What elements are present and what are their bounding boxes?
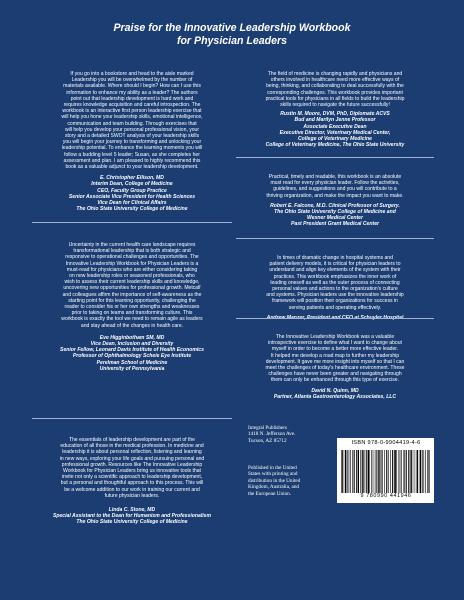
testimonial-text (236, 71, 434, 108)
text-line: patient delivery models, it is critical for physician leaders to (269, 261, 401, 268)
text-line: communication and team building. Through exercises that (67, 120, 197, 127)
text-line: 1418 N. Jefferson Ave. (248, 431, 296, 438)
text-line: Professor of Ophthalmology Scheie Eye Institute (72, 353, 192, 360)
text-line: and colleagues affirm the importance of self-awareness as the (62, 291, 202, 298)
barcode-bar (362, 450, 363, 493)
text-line: guidelines, and suggestions and you will contribute to a (273, 186, 397, 193)
text-line: Senior Fellow, Leonard Davis Institute of Health Economics (60, 347, 204, 354)
text-line: If you go into a bookstore and head to the aisle marked (70, 71, 194, 77)
barcode-bar (360, 450, 361, 493)
text-line: assessment and plan. I am pleased to highly recommend this (63, 157, 201, 164)
text-line: book as a valuable adjunct to your leadership development. (65, 164, 199, 171)
barcode-bar (411, 450, 412, 493)
barcode-bar (373, 450, 374, 493)
text-line: must read for every physician leader. Follow the activities, (270, 180, 400, 187)
publisher-address (248, 425, 310, 444)
text-line: Associate Executive Dean (303, 123, 367, 130)
text-line: Eve Higginbotham SM, MD (99, 334, 165, 341)
text-line: Partner, Atlanta Gastroenterology Associates, LLC (273, 393, 397, 400)
testimonial-text (236, 334, 434, 384)
text-line: distribution in the United (248, 477, 301, 484)
barcode-bar (366, 450, 367, 493)
text-line: Vice Dean, Inclusion and Diversity (90, 341, 174, 348)
text-line: Past President Grant Medical Center (290, 221, 380, 228)
text-line: The Ohio State University College of Medicine and (274, 209, 396, 216)
testimonial-falcone (236, 174, 434, 228)
barcode-bar (386, 450, 387, 493)
text-line: prior to taking on teams and transforming culture. This (71, 310, 193, 317)
divider (32, 418, 232, 419)
text-line: but a personal and thoughtful approach to this process. This will (60, 480, 204, 487)
barcode-bar (352, 450, 353, 493)
text-line: Uncertainty in the current health care landscape requires (68, 242, 196, 248)
barcode-bar (382, 450, 383, 493)
text-line: Senior Associate Vice President for Health Sciences (68, 193, 196, 200)
testimonial-quinn (236, 334, 434, 400)
isbn-label: ISBN 978-0-9904419-4-6 (351, 440, 421, 446)
testimonial-stone (32, 437, 232, 526)
text-line: leading oneself as well as the outer process of connecting (270, 279, 400, 286)
testimonial-signature (32, 507, 232, 526)
testimonial-signature (236, 111, 434, 148)
text-line: The essentials of leadership development are part of the (69, 437, 195, 443)
barcode-bar (408, 450, 409, 493)
text-line: The Innovative Leadership Workbook was a valuable (275, 334, 395, 340)
text-line: invite not only a scientific approach to leadership development, (61, 474, 203, 481)
text-line: Rustin M. Moore, DVM, PhD, Diplomate ACVS (280, 111, 390, 118)
barcode-bar (363, 450, 364, 493)
testimonial-signature (236, 388, 434, 400)
testimonial-ellison (32, 71, 232, 212)
text-line: personal values and actions to the organization's culture (272, 286, 398, 293)
text-line: on new leadership roles or seasoned professionals, who (69, 273, 195, 280)
text-line: E. Christopher Ellison, MD (100, 175, 164, 182)
barcode-icon (341, 450, 430, 493)
barcode-bar (384, 450, 385, 493)
text-line: Practical, timely and readable, this workbook is an absolute (268, 174, 402, 180)
text-line: responsive to operational challenges and opportunities. The (65, 254, 199, 261)
text-line: practices. This workbook emphasizes the inner work of (273, 273, 397, 280)
barcode-bar (368, 450, 370, 493)
barcode-bar (349, 450, 350, 493)
barcode-bar (414, 450, 415, 493)
text-line: will help you hone your leadership skills, emotional intelligence, (61, 114, 203, 121)
text-line: practical tools for physicians in all fields to build the leadership (265, 95, 405, 102)
text-line: Tucson, AZ 85712 (248, 437, 287, 444)
barcode-bar (354, 450, 355, 493)
text-line: workbook is exactly the tool we need to remain agile as leaders (61, 316, 203, 323)
text-line: framework will position their organizations for success in (272, 298, 398, 305)
text-line: Bud and Marilyn Jenne Professor (294, 117, 376, 124)
text-line: leadership potential. To enhance the learning moments you will (61, 145, 203, 152)
text-line: States with printing and (248, 471, 298, 478)
text-line: uncovering new opportunities for professional growth. Metcalf (63, 285, 201, 292)
testimonial-signature (32, 335, 232, 372)
text-line: and systems. Physician leaders use the innovative leadership (266, 292, 404, 299)
text-line: workbook is an interactive first person leadership exercise that (62, 108, 202, 115)
text-line: myself in order to become a better more effective leader. (271, 346, 399, 353)
testimonial-text (32, 71, 232, 170)
text-line: will help you develop your personal professional vision, your (64, 126, 200, 133)
barcode-bar (392, 450, 393, 493)
barcode-bar (404, 450, 405, 493)
testimonial-text (32, 437, 232, 499)
barcode-bar (410, 450, 411, 493)
testimonial-text (236, 255, 434, 311)
barcode-bar (379, 450, 380, 493)
text-line: introspective exercise to define what I want to change about (268, 340, 402, 347)
barcode-bar (420, 450, 422, 493)
barcode-bar (371, 450, 372, 493)
text-line: David N. Quinn, MD (311, 387, 359, 394)
text-line: starting point for this learning opportunity, challenging the (68, 297, 196, 304)
divider (236, 238, 434, 239)
text-line: In times of dramatic change in hospital systems and (277, 255, 393, 261)
text-line: transformational leadership that is both strategic and (73, 248, 191, 255)
barcode-bar (390, 450, 391, 493)
barcode-bar (417, 450, 418, 493)
barcode-bar (350, 450, 351, 493)
text-line: Linda C. Stone, MD (108, 507, 156, 514)
barcode-bar (358, 450, 359, 493)
barcode-bar (388, 450, 389, 493)
barcode-bar (376, 450, 377, 493)
text-line: The Ohio State University College of Medicine (76, 206, 188, 213)
text-line: Vice Dean for Clinical Affairs (97, 200, 167, 207)
text-line: Leadership you will be overwhelmed by the number of (71, 77, 193, 84)
text-line: Special Assistant to the Dean for Humanism and Professionalism (52, 513, 212, 520)
text-line: Executive Director, Veterinary Medical Center, (279, 129, 391, 136)
title-line-1: Praise for the Innovative Leadership Workbook (113, 22, 351, 34)
testimonial-signature (236, 203, 434, 228)
text-line: materials available. Where should I begin? How can I use this (63, 83, 201, 90)
text-line: story and a detailed SWOT analysis of your leadership skills (65, 133, 199, 140)
text-line: Workbook for Physician Leaders bring us innovative tools that (63, 468, 201, 475)
text-line: reader to consider his or her own strengths and weaknesses (64, 304, 200, 311)
text-line: challenges have never been greater and navigating through (268, 371, 402, 378)
testimonial-moore (236, 71, 434, 148)
text-line: wish to assess their current leadership skills and knowledge, (64, 279, 200, 286)
text-line: Innovative Leadership Workbook for Physician Leaders is a (65, 260, 199, 267)
divider (236, 157, 434, 158)
text-line: in new ways, exploring your life goals and pursuing personal and (59, 455, 205, 462)
text-line: information to enhance my ability as a leader? The authors (66, 89, 198, 96)
testimonial-signature (32, 175, 232, 212)
divider (32, 222, 232, 223)
text-line: others involved in healthcare need more effective ways of (270, 77, 400, 84)
text-line: College of Veterinary Medicine, The Ohio State University (265, 142, 405, 149)
text-line: Wexner Medical Center (307, 215, 363, 222)
text-line: the European Union. (248, 490, 292, 497)
testimonial-higginbotham (32, 242, 232, 372)
text-line: The field of medicine is changing rapidly and physicians and (267, 71, 403, 77)
divider (236, 318, 434, 319)
barcode-bar (422, 450, 423, 493)
barcode-bar (399, 450, 400, 493)
text-line: Andrew Manzer, President and CEO at Schuyler Hospital (266, 314, 404, 321)
barcode-bar (378, 450, 379, 493)
text-line: College of Veterinary Medicine (298, 136, 372, 143)
barcode-bar (425, 450, 426, 493)
text-line: meet the challenges of today's healthcare environment. These (265, 365, 405, 372)
text-line: Interim Dean, College of Medicine (91, 181, 173, 188)
barcode-bar (427, 450, 428, 493)
text-line: development. It gave me more insight into myself so that I can (265, 358, 405, 365)
text-line: and stay ahead of the changes in health care. (80, 322, 184, 329)
barcode-bar (345, 450, 347, 493)
text-line: education of all those in the medical profession. In medicine and (60, 443, 204, 450)
text-line: Robert E. Falcone, M.D. Clinical Professor of Surgery. (270, 202, 400, 209)
barcode-bar (424, 450, 425, 493)
barcode-bar (428, 450, 429, 493)
isbn-barcode (337, 438, 434, 503)
barcode-bar (400, 450, 401, 493)
barcode-bar (375, 450, 376, 493)
text-line: follow a budding level 5 leader; Susan, as she completes her (64, 151, 200, 158)
text-line: be a welcome addition to our work in training our current and (64, 486, 200, 493)
text-line: point out that leadership development is hard work and (70, 95, 194, 102)
barcode-bar (342, 450, 343, 493)
text-line: Published in the United (248, 465, 297, 471)
text-line: University of Pennsylvania (99, 365, 165, 372)
text-line: future physician leaders. (104, 492, 160, 499)
text-line: Integral Publishers (248, 425, 288, 431)
barcode-bar (406, 450, 407, 493)
text-line: thriving organization, and make the impact you want to make. (266, 192, 404, 199)
text-line: you will begin your journey to transforming and unlocking your (62, 139, 202, 146)
text-line: professional growth. Resources like The Innovative Leadership (61, 461, 203, 468)
text-line: must-read for physicians who are either considering taking (66, 266, 198, 273)
text-line: Perelman School of Medicine (96, 359, 168, 366)
barcode-bar (396, 450, 397, 493)
text-line: skills required to navigate the future successfully! (280, 102, 390, 109)
barcode-bar (356, 450, 357, 493)
barcode-bar (365, 450, 366, 493)
barcode-digits: 9 780990 441946 (360, 493, 412, 499)
text-line: CEO, Faculty Group Practice (97, 187, 167, 194)
testimonial-text (236, 174, 434, 199)
barcode-bar (416, 450, 417, 493)
barcode-bar (401, 450, 402, 493)
publisher-note (248, 465, 310, 497)
barcode-bar (394, 450, 396, 493)
text-line: corresponding challenges. This workbook provides important (267, 89, 403, 96)
text-line: The Ohio State University College of Medicine (76, 519, 188, 526)
text-line: them can only be enhanced through this type of exercise. (271, 377, 399, 384)
barcode-bar (341, 450, 342, 493)
text-line: leadership it is about personal reflection, listening and learning (62, 449, 202, 456)
testimonial-manzer (236, 255, 434, 321)
text-line: It helped me develop a road map to further my leadership (270, 352, 400, 359)
text-line: being, thinking, and collaborating to deal successfully with the (266, 83, 404, 90)
text-line: requires knowledge acquisition and careful introspection. The (63, 102, 201, 109)
title-line-2: for Physician Leaders (176, 35, 288, 47)
barcode-bar (347, 450, 348, 493)
testimonial-text (32, 242, 232, 329)
text-line: understand and align key elements of the system with their (269, 267, 401, 274)
cover-title (0, 22, 464, 48)
text-line: Kingdom, Australia, and (248, 484, 300, 491)
text-line: serving patients and operating effectively. (288, 304, 382, 311)
